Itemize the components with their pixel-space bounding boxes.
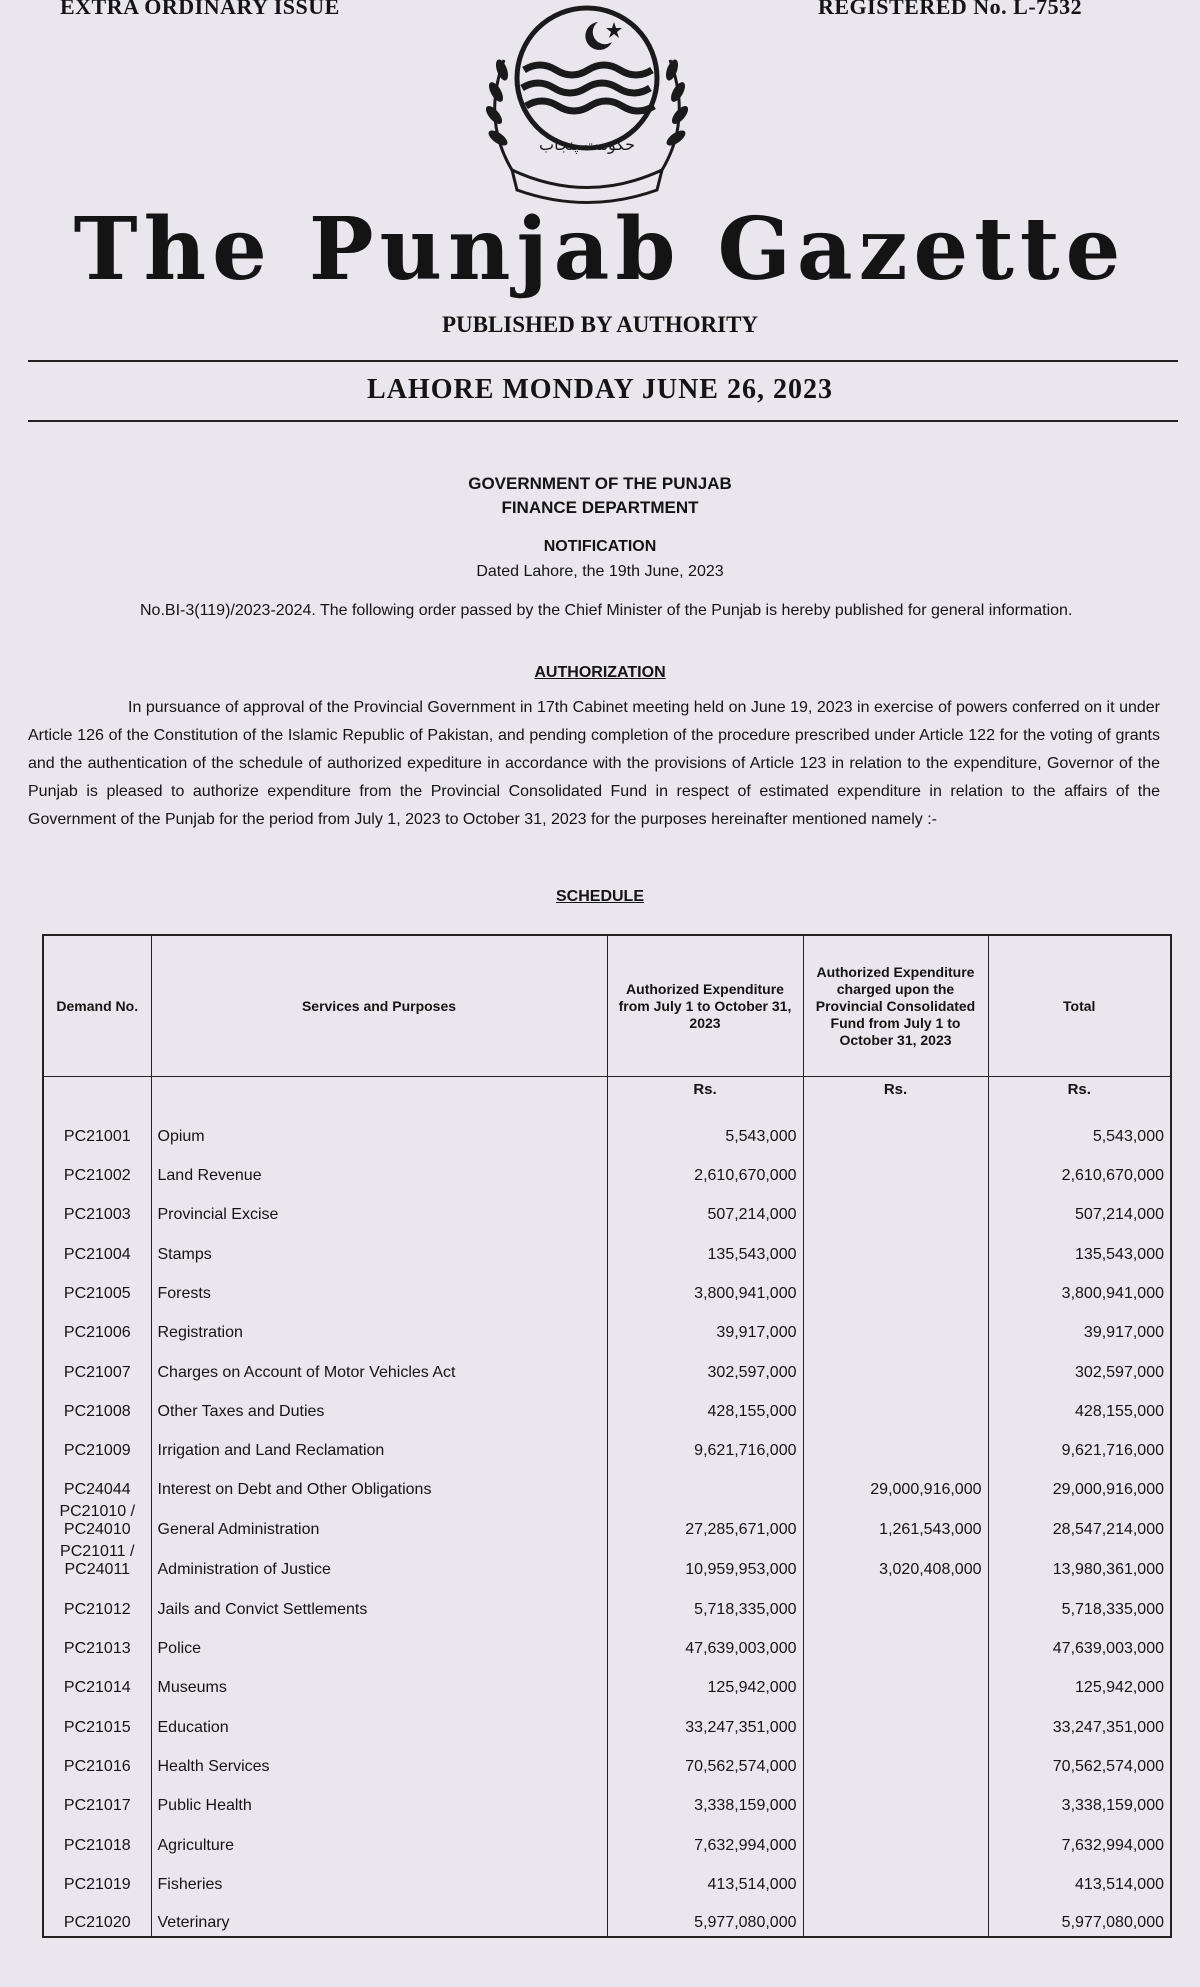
demand-cell: PC21015 bbox=[43, 1701, 151, 1740]
notification-heading: NOTIFICATION bbox=[543, 538, 657, 555]
table-row bbox=[43, 1859, 1171, 1898]
table-row bbox=[43, 1307, 1171, 1346]
published-by-line: PUBLISHED BY AUTHORITY bbox=[441, 312, 759, 337]
demand-cell: PC21008 bbox=[43, 1386, 151, 1425]
header-services: Services and Purposes bbox=[151, 935, 607, 1077]
currency-label: Rs. bbox=[988, 1077, 1171, 1111]
demand-cell: PC21006 bbox=[43, 1307, 151, 1346]
charged-cell: 1,261,543,000 bbox=[803, 1503, 988, 1543]
schedule-header-row bbox=[43, 935, 1171, 1077]
charged-cell bbox=[803, 1307, 988, 1346]
total-cell: 7,632,994,000 bbox=[988, 1819, 1171, 1858]
authorized-cell: 135,543,000 bbox=[607, 1228, 803, 1267]
service-cell: General Administration bbox=[151, 1503, 607, 1543]
authorized-cell: 9,621,716,000 bbox=[607, 1425, 803, 1464]
demand-cell: PC21014 bbox=[43, 1662, 151, 1701]
notification-date: Dated Lahore, the 19th June, 2023 bbox=[476, 563, 724, 580]
total-cell: 428,155,000 bbox=[988, 1386, 1171, 1425]
charged-cell bbox=[803, 1111, 988, 1150]
demand-cell: PC21012 bbox=[43, 1583, 151, 1622]
schedule-table bbox=[42, 934, 1172, 1938]
government-title: GOVERNMENT OF THE PUNJAB bbox=[468, 474, 732, 493]
authorized-cell bbox=[607, 1464, 803, 1503]
table-row bbox=[43, 1898, 1171, 1937]
charged-cell bbox=[803, 1859, 988, 1898]
header-demand-no: Demand No. bbox=[43, 935, 151, 1077]
currency-label: Rs. bbox=[607, 1077, 803, 1111]
demand-cell: PC21004 bbox=[43, 1228, 151, 1267]
total-cell: 29,000,916,000 bbox=[988, 1464, 1171, 1503]
table-row bbox=[43, 1819, 1171, 1858]
demand-cell: PC21013 bbox=[43, 1623, 151, 1662]
service-cell: Land Revenue bbox=[151, 1150, 607, 1189]
authorized-cell: 428,155,000 bbox=[607, 1386, 803, 1425]
table-row bbox=[43, 1741, 1171, 1780]
table-row bbox=[43, 1111, 1171, 1150]
table-row bbox=[43, 1543, 1171, 1583]
charged-cell bbox=[803, 1386, 988, 1425]
table-row bbox=[43, 1268, 1171, 1307]
service-cell: Forests bbox=[151, 1268, 607, 1307]
authorization-text: In pursuance of approval of the Provincial Government in 17th Cabinet meeting held on June 19, 2023 in exercise of powers conferred on it under Article 126 of the Constitution of the Islamic Republic of Pakistan, and pending completion of the procedure prescribed under Article 122 for the voting of grants and the authentication of the schedule of authorized expediture in accordance with the provisions of Article 123 in relation to the expenditure, Governor of the Punjab is pleased to authorize expenditure from the Provincial Consolidated Fund in respect of estimated expenditure in relation to the affairs of the Government of the Punjab for the period from July 1, 2023 to October 31, 2023 for the purposes hereinafter mentioned namely :- bbox=[28, 699, 1160, 828]
gazette-masthead: The Punjab Gazette bbox=[73, 199, 1127, 300]
currency-blank bbox=[43, 1077, 151, 1111]
authorized-cell: 5,543,000 bbox=[607, 1111, 803, 1150]
demand-cell: PC21005 bbox=[43, 1268, 151, 1307]
table-row bbox=[43, 1503, 1171, 1543]
service-cell: Education bbox=[151, 1701, 607, 1740]
emblem-text: حکومت پنجاب bbox=[539, 135, 635, 154]
punjab-emblem-icon bbox=[452, 0, 722, 210]
total-cell: 302,597,000 bbox=[988, 1346, 1171, 1385]
demand-cell: PC21002 bbox=[43, 1150, 151, 1189]
total-cell: 47,639,003,000 bbox=[988, 1623, 1171, 1662]
demand-cell: PC24044 bbox=[43, 1464, 151, 1503]
charged-cell bbox=[803, 1268, 988, 1307]
demand-cell: PC21001 bbox=[43, 1111, 151, 1150]
authorized-cell: 125,942,000 bbox=[607, 1662, 803, 1701]
total-cell: 5,543,000 bbox=[988, 1111, 1171, 1150]
charged-cell: 29,000,916,000 bbox=[803, 1464, 988, 1503]
total-cell: 33,247,351,000 bbox=[988, 1701, 1171, 1740]
table-row bbox=[43, 1780, 1171, 1819]
charged-cell bbox=[803, 1741, 988, 1780]
table-row bbox=[43, 1346, 1171, 1385]
authorized-cell: 5,718,335,000 bbox=[607, 1583, 803, 1622]
charged-cell bbox=[803, 1150, 988, 1189]
total-cell: 125,942,000 bbox=[988, 1662, 1171, 1701]
authorization-heading: AUTHORIZATION bbox=[534, 664, 666, 681]
charged-cell bbox=[803, 1898, 988, 1937]
table-row bbox=[43, 1150, 1171, 1189]
total-cell: 13,980,361,000 bbox=[988, 1543, 1171, 1583]
divider-bottom bbox=[28, 420, 1178, 422]
service-cell: Administration of Justice bbox=[151, 1543, 607, 1583]
authorized-cell: 5,977,080,000 bbox=[607, 1898, 803, 1937]
total-cell: 5,977,080,000 bbox=[988, 1898, 1171, 1937]
total-cell: 5,718,335,000 bbox=[988, 1583, 1171, 1622]
department-title: FINANCE DEPARTMENT bbox=[501, 498, 699, 517]
demand-cell: PC21016 bbox=[43, 1741, 151, 1780]
charged-cell bbox=[803, 1189, 988, 1228]
table-row bbox=[43, 1623, 1171, 1662]
currency-row bbox=[43, 1077, 1171, 1111]
table-row bbox=[43, 1464, 1171, 1503]
dateline: LAHORE MONDAY JUNE 26, 2023 bbox=[367, 374, 833, 405]
service-cell: Opium bbox=[151, 1111, 607, 1150]
authorized-cell: 10,959,953,000 bbox=[607, 1543, 803, 1583]
currency-label: Rs. bbox=[803, 1077, 988, 1111]
demand-cell: PC21020 bbox=[43, 1898, 151, 1937]
demand-cell: PC21018 bbox=[43, 1819, 151, 1858]
charged-cell bbox=[803, 1228, 988, 1267]
authorized-cell: 7,632,994,000 bbox=[607, 1819, 803, 1858]
table-row bbox=[43, 1662, 1171, 1701]
service-cell: Fisheries bbox=[151, 1859, 607, 1898]
authorized-cell: 47,639,003,000 bbox=[607, 1623, 803, 1662]
authorized-cell: 27,285,671,000 bbox=[607, 1503, 803, 1543]
authorized-cell: 413,514,000 bbox=[607, 1859, 803, 1898]
service-cell: Provincial Excise bbox=[151, 1189, 607, 1228]
demand-cell: PC21007 bbox=[43, 1346, 151, 1385]
service-cell: Veterinary bbox=[151, 1898, 607, 1937]
service-cell: Museums bbox=[151, 1662, 607, 1701]
service-cell: Agriculture bbox=[151, 1819, 607, 1858]
header-charged: Authorized Expenditure charged upon the Provincial Consolidated Fund from July 1 to October 31, 2023 bbox=[803, 935, 988, 1077]
charged-cell bbox=[803, 1346, 988, 1385]
total-cell: 413,514,000 bbox=[988, 1859, 1171, 1898]
service-cell: Jails and Convict Settlements bbox=[151, 1583, 607, 1622]
service-cell: Health Services bbox=[151, 1741, 607, 1780]
demand-cell: PC21009 bbox=[43, 1425, 151, 1464]
total-cell: 39,917,000 bbox=[988, 1307, 1171, 1346]
service-cell: Stamps bbox=[151, 1228, 607, 1267]
table-row bbox=[43, 1386, 1171, 1425]
authorized-cell: 507,214,000 bbox=[607, 1189, 803, 1228]
table-row bbox=[43, 1189, 1171, 1228]
service-cell: Police bbox=[151, 1623, 607, 1662]
authorized-cell: 33,247,351,000 bbox=[607, 1701, 803, 1740]
charged-cell bbox=[803, 1780, 988, 1819]
charged-cell bbox=[803, 1425, 988, 1464]
charged-cell bbox=[803, 1819, 988, 1858]
authorized-cell: 39,917,000 bbox=[607, 1307, 803, 1346]
total-cell: 2,610,670,000 bbox=[988, 1150, 1171, 1189]
schedule-heading: SCHEDULE bbox=[555, 888, 644, 905]
divider-top bbox=[28, 360, 1178, 362]
table-row bbox=[43, 1583, 1171, 1622]
charged-cell bbox=[803, 1662, 988, 1701]
demand-cell: PC21011 / PC24011 bbox=[43, 1543, 151, 1583]
service-cell: Interest on Debt and Other Obligations bbox=[151, 1464, 607, 1503]
demand-cell: PC21017 bbox=[43, 1780, 151, 1819]
table-row bbox=[43, 1425, 1171, 1464]
total-cell: 70,562,574,000 bbox=[988, 1741, 1171, 1780]
charged-cell bbox=[803, 1701, 988, 1740]
total-cell: 507,214,000 bbox=[988, 1189, 1171, 1228]
total-cell: 3,800,941,000 bbox=[988, 1268, 1171, 1307]
header-authorized: Authorized Expenditure from July 1 to October 31, 2023 bbox=[607, 935, 803, 1077]
service-cell: Public Health bbox=[151, 1780, 607, 1819]
demand-cell: PC21010 / PC24010 bbox=[43, 1503, 151, 1543]
total-cell: 3,338,159,000 bbox=[988, 1780, 1171, 1819]
charged-cell: 3,020,408,000 bbox=[803, 1543, 988, 1583]
authorized-cell: 302,597,000 bbox=[607, 1346, 803, 1385]
authorized-cell: 3,800,941,000 bbox=[607, 1268, 803, 1307]
total-cell: 135,543,000 bbox=[988, 1228, 1171, 1267]
authorized-cell: 2,610,670,000 bbox=[607, 1150, 803, 1189]
currency-blank bbox=[151, 1077, 607, 1111]
order-intro: No.BI-3(119)/2023-2024. The following order passed by the Chief Minister of the Punjab is hereby published for general information. bbox=[140, 602, 1073, 619]
demand-cell: PC21003 bbox=[43, 1189, 151, 1228]
charged-cell bbox=[803, 1583, 988, 1622]
authorized-cell: 3,338,159,000 bbox=[607, 1780, 803, 1819]
table-row bbox=[43, 1228, 1171, 1267]
service-cell: Other Taxes and Duties bbox=[151, 1386, 607, 1425]
registration-number: REGISTERED No. L-7532 bbox=[818, 0, 1083, 19]
charged-cell bbox=[803, 1623, 988, 1662]
service-cell: Irrigation and Land Reclamation bbox=[151, 1425, 607, 1464]
table-row bbox=[43, 1701, 1171, 1740]
issue-label: EXTRA ORDINARY ISSUE bbox=[60, 0, 340, 19]
authorized-cell: 70,562,574,000 bbox=[607, 1741, 803, 1780]
total-cell: 28,547,214,000 bbox=[988, 1503, 1171, 1543]
total-cell: 9,621,716,000 bbox=[988, 1425, 1171, 1464]
demand-cell: PC21019 bbox=[43, 1859, 151, 1898]
header-total: Total bbox=[988, 935, 1171, 1077]
service-cell: Registration bbox=[151, 1307, 607, 1346]
service-cell: Charges on Account of Motor Vehicles Act bbox=[151, 1346, 607, 1385]
